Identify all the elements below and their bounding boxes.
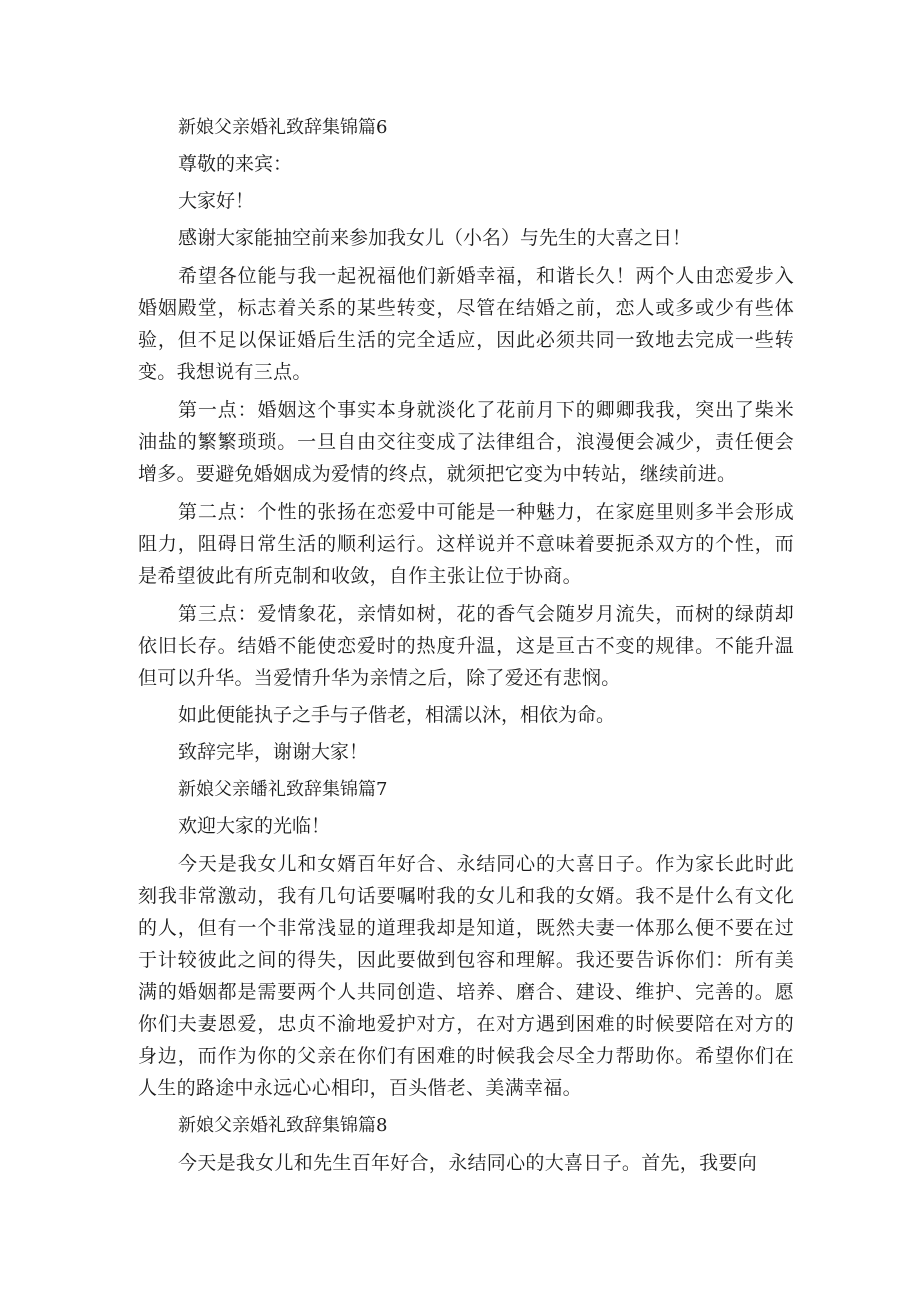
paragraph-section-7: 今天是我女儿和女婿百年好合、永结同心的大喜日子。作为家长此时此刻我非常激动，我有几句话要嘱咐我的女儿和我的女婿。我不是什么有文化的人，但有一个非常浅显的道理我却是知道，既然夫妻一体那么便不要在过于计较彼此之间的得失，因此要做到包容和理解。我还要告诉你们：所有美满的婚姻都是需要两个人共同创造、培养、磨合、建设、维护、完善的。愿你们夫妻恩爱，忠贞不渝地爱护对方，在对方遇到困难的时候要陪在对方的身边，而作为你的父亲在你们有困难的时候我会尽全力帮助你。希望你们在人生的路途中永远心心相印，百头偕老、美满幸福。 bbox=[138, 853, 794, 1099]
greeting: 大家好！ bbox=[178, 190, 255, 212]
salutation: 尊敬的来宾： bbox=[178, 153, 293, 175]
section-heading-6: 新娘父亲婚礼致辞集锦篇6 bbox=[178, 117, 388, 138]
section-heading-7: 新娘父亲皤礼致辞集锦篇7 bbox=[178, 779, 388, 800]
thanks-line: 感谢大家能抽空前来参加我女儿（小名）与先生的大喜之日！ bbox=[178, 227, 692, 249]
paragraph-point-one: 第一点：婚姻这个事实本身就淡化了花前月下的卿卿我我，突出了柴米油盐的繁繁琐琐。一旦自由交往变成了法律组合，浪漫便会减少，责任便会增多。要避免婚姻成为爱情的终点，就须把它变为中转站，继续前进。 bbox=[138, 399, 794, 485]
section-heading-8: 新娘父亲婚礼致辞集锦篇8 bbox=[178, 1115, 388, 1136]
closing-line: 如此便能执子之手与子偕老，相濡以沐，相依为命。 bbox=[178, 704, 616, 726]
paragraph-wishes: 希望各位能与我一起祝福他们新婚幸福，和谐长久！两个人由恋爱步入婚姻殿堂，标志着关系的某些转变，尽管在结婚之前，恋人或多或少有些体验，但不足以保证婚后生活的完全适应，因此必须共同一致地去完成一些转变。我想说有三点。 bbox=[138, 265, 794, 383]
paragraph-point-three: 第三点：爱情象花，亲情如树，花的香气会随岁月流失，而树的绿荫却依旧长存。结婚不能使恋爱时的热度升温，这是亘古不变的规律。不能升温但可以升华。当爱情升华为亲情之后，除了爱还有悲悯。 bbox=[138, 603, 794, 689]
paragraph-section-8: 今天是我女儿和先生百年好合，永结同心的大喜日子。首先，我要向 bbox=[178, 1152, 758, 1174]
ending-line: 致辞完毕，谢谢大家！ bbox=[178, 741, 369, 763]
paragraph-point-two: 第二点：个性的张扬在恋爱中可能是一种魅力，在家庭里则多半会形成阻力，阻碍日常生活的顺利运行。这样说并不意味着要扼杀双方的个性，而是希望彼此有所克制和收敛，自作主张让位于协商。 bbox=[138, 501, 794, 587]
welcome-line: 欢迎大家的光临！ bbox=[178, 815, 331, 837]
